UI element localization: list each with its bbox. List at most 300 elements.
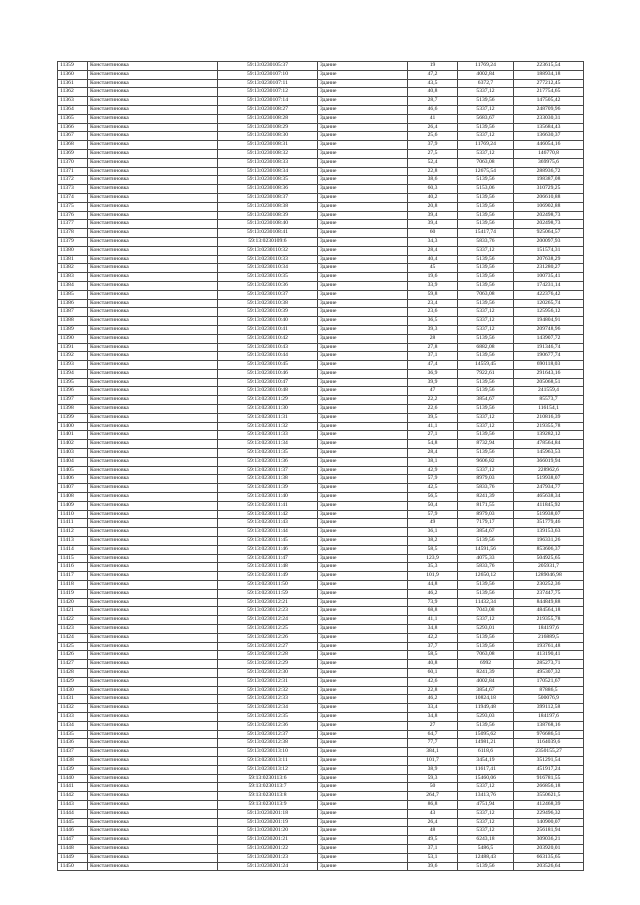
locality-cell: Константиновка — [88, 827, 218, 836]
area-cell: 41,1 — [408, 616, 458, 625]
locality-cell: Константиновка — [88, 668, 218, 677]
unit-rate-cell: 5833,76 — [458, 484, 514, 493]
object-type-cell: Здание — [318, 756, 408, 765]
table-row — [58, 800, 584, 809]
unit-rate-cell: 8732,94 — [458, 440, 514, 449]
object-type-cell: Здание — [318, 62, 408, 71]
object-type-cell: Здание — [318, 686, 408, 695]
row-number-cell: 11430 — [58, 686, 88, 695]
row-number-cell: 11367 — [58, 132, 88, 141]
area-cell: 58,5 — [408, 651, 458, 660]
table-row — [58, 660, 584, 669]
unit-rate-cell: 5337,12 — [458, 809, 514, 818]
area-cell: 40,2 — [408, 193, 458, 202]
table-row — [58, 185, 584, 194]
row-number-cell: 11383 — [58, 273, 88, 282]
cadastral-number-cell: 59:13:0230107:14 — [218, 97, 318, 106]
cadastral-value-cell: 174231,14 — [514, 281, 584, 290]
object-type-cell: Здание — [318, 589, 408, 598]
cadastral-number-cell: 59:13:0230111:31 — [218, 413, 318, 422]
area-cell: 22,6 — [408, 405, 458, 414]
row-number-cell: 11450 — [58, 862, 88, 871]
unit-rate-cell: 5139,56 — [458, 97, 514, 106]
cadastral-value-cell: 203526,64 — [514, 862, 584, 871]
table-row — [58, 501, 584, 510]
row-number-cell: 11388 — [58, 317, 88, 326]
cadastral-number-cell: 59:13:0230108:35 — [218, 176, 318, 185]
table-row — [58, 325, 584, 334]
row-number-cell: 11363 — [58, 97, 88, 106]
object-type-cell: Здание — [318, 783, 408, 792]
row-number-cell: 11435 — [58, 730, 88, 739]
table-row — [58, 167, 584, 176]
cadastral-value-cell: 451917,24 — [514, 765, 584, 774]
cadastral-value-cell: 230252,36 — [514, 581, 584, 590]
row-number-cell: 11386 — [58, 299, 88, 308]
object-type-cell: Здание — [318, 739, 408, 748]
cadastral-value-cell: 663135,65 — [514, 853, 584, 862]
table-row — [58, 686, 584, 695]
locality-cell: Константиновка — [88, 176, 218, 185]
cadastral-number-cell: 59:13:0230111:46 — [218, 545, 318, 554]
area-cell: 19,6 — [408, 273, 458, 282]
row-number-cell: 11396 — [58, 387, 88, 396]
table-row — [58, 792, 584, 801]
unit-rate-cell: 8979,03 — [458, 475, 514, 484]
area-cell: 42,6 — [408, 677, 458, 686]
locality-cell: Константиновка — [88, 413, 218, 422]
cadastral-number-cell: 59:13:0230108:38 — [218, 202, 318, 211]
object-type-cell: Здание — [318, 853, 408, 862]
table-row — [58, 114, 584, 123]
object-type-cell: Здание — [318, 598, 408, 607]
cadastral-number-cell: 59:13:0230105:37 — [218, 62, 318, 71]
locality-cell: Константиновка — [88, 317, 218, 326]
unit-rate-cell: 5683,67 — [458, 114, 514, 123]
row-number-cell: 11393 — [58, 361, 88, 370]
cadastral-value-cell: 853606,37 — [514, 545, 584, 554]
table-row — [58, 396, 584, 405]
table-row — [58, 493, 584, 502]
row-number-cell: 11433 — [58, 712, 88, 721]
locality-cell: Константиновка — [88, 88, 218, 97]
area-cell: 41 — [408, 114, 458, 123]
row-number-cell: 11447 — [58, 836, 88, 845]
cadastral-value-cell: 106902,88 — [514, 202, 584, 211]
locality-cell: Константиновка — [88, 369, 218, 378]
locality-cell: Константиновка — [88, 721, 218, 730]
row-number-cell: 11443 — [58, 800, 88, 809]
area-cell: 73,9 — [408, 598, 458, 607]
unit-rate-cell: 5337,12 — [458, 308, 514, 317]
cadastral-number-cell: 59:13:0230201:24 — [218, 862, 318, 871]
row-number-cell: 11406 — [58, 475, 88, 484]
object-type-cell: Здание — [318, 501, 408, 510]
row-number-cell: 11378 — [58, 229, 88, 238]
object-type-cell: Здание — [318, 220, 408, 229]
cadastral-number-cell: 59:13:0230201:22 — [218, 844, 318, 853]
area-cell: 57,9 — [408, 475, 458, 484]
locality-cell: Константиновка — [88, 387, 218, 396]
locality-cell: Константиновка — [88, 431, 218, 440]
table-row — [58, 712, 584, 721]
object-type-cell: Здание — [318, 317, 408, 326]
row-number-cell: 11412 — [58, 528, 88, 537]
cadastral-number-cell: 59:13:0230108:39 — [218, 211, 318, 220]
cadastral-value-cell: 231280,27 — [514, 264, 584, 273]
cadastral-number-cell: 59:13:0230110:36 — [218, 281, 318, 290]
object-type-cell: Здание — [318, 273, 408, 282]
unit-rate-cell: 14591,56 — [458, 545, 514, 554]
object-type-cell: Здание — [318, 211, 408, 220]
cadastral-value-cell: 184197,6 — [514, 625, 584, 634]
locality-cell: Константиновка — [88, 554, 218, 563]
locality-cell: Константиновка — [88, 352, 218, 361]
cadastral-value-cell: 219355,78 — [514, 616, 584, 625]
unit-rate-cell: 3854,67 — [458, 528, 514, 537]
table-row — [58, 62, 584, 71]
row-number-cell: 11400 — [58, 422, 88, 431]
area-cell: 59,8 — [408, 290, 458, 299]
cadastral-value-cell: 216889,5 — [514, 633, 584, 642]
table-row — [58, 765, 584, 774]
area-cell: 57,9 — [408, 510, 458, 519]
object-type-cell: Здание — [318, 651, 408, 660]
locality-cell: Константиновка — [88, 563, 218, 572]
unit-rate-cell: 5139,56 — [458, 589, 514, 598]
table-row — [58, 79, 584, 88]
unit-rate-cell: 14559,45 — [458, 361, 514, 370]
object-type-cell: Здание — [318, 237, 408, 246]
row-number-cell: 11380 — [58, 246, 88, 255]
row-number-cell: 11439 — [58, 765, 88, 774]
cadastral-value-cell: 412468,39 — [514, 800, 584, 809]
cadastral-value-cell: 207638,29 — [514, 255, 584, 264]
object-type-cell: Здание — [318, 862, 408, 871]
cadastral-value-cell: 217754,65 — [514, 88, 584, 97]
unit-rate-cell: 6243,18 — [458, 836, 514, 845]
row-number-cell: 11432 — [58, 704, 88, 713]
cadastral-number-cell: 59:13:0230112:23 — [218, 607, 318, 616]
locality-cell: Константиновка — [88, 712, 218, 721]
area-cell: 27,8 — [408, 343, 458, 352]
unit-rate-cell: 11432,34 — [458, 598, 514, 607]
cadastral-number-cell: 59:13:0230113:8 — [218, 792, 318, 801]
locality-cell: Константиновка — [88, 97, 218, 106]
locality-cell: Константиновка — [88, 572, 218, 581]
unit-rate-cell: 5337,12 — [458, 827, 514, 836]
cadastral-number-cell: 59:13:0230112:29 — [218, 660, 318, 669]
row-number-cell: 11418 — [58, 581, 88, 590]
row-number-cell: 11408 — [58, 493, 88, 502]
table-row — [58, 431, 584, 440]
locality-cell: Константиновка — [88, 484, 218, 493]
area-cell: 38,9 — [408, 765, 458, 774]
locality-cell: Константиновка — [88, 361, 218, 370]
table-row — [58, 695, 584, 704]
row-number-cell: 11425 — [58, 642, 88, 651]
cadastral-number-cell: 59:13:0230110:45 — [218, 361, 318, 370]
locality-cell: Константиновка — [88, 79, 218, 88]
table-row — [58, 466, 584, 475]
unit-rate-cell: 3454,19 — [458, 756, 514, 765]
area-cell: 19 — [408, 62, 458, 71]
locality-cell: Константиновка — [88, 756, 218, 765]
area-cell: 48 — [408, 827, 458, 836]
cadastral-value-cell: 366019,94 — [514, 457, 584, 466]
cadastral-value-cell: 413190,41 — [514, 651, 584, 660]
cadastral-number-cell: 59:13:0230111:42 — [218, 510, 318, 519]
unit-rate-cell: 7043,08 — [458, 607, 514, 616]
cadastral-value-cell: 125956,12 — [514, 308, 584, 317]
table-row — [58, 149, 584, 158]
cadastral-value-cell: 136630,37 — [514, 132, 584, 141]
cadastral-value-cell: 223615,54 — [514, 62, 584, 71]
table-row — [58, 334, 584, 343]
unit-rate-cell: 5139,56 — [458, 581, 514, 590]
table-row — [58, 668, 584, 677]
locality-cell: Константиновка — [88, 308, 218, 317]
area-cell: 40,8 — [408, 660, 458, 669]
area-cell: 47,4 — [408, 361, 458, 370]
area-cell: 43,5 — [408, 79, 458, 88]
table-row — [58, 457, 584, 466]
table-row — [58, 651, 584, 660]
unit-rate-cell: 12650,12 — [458, 572, 514, 581]
row-number-cell: 11426 — [58, 651, 88, 660]
locality-cell: Константиновка — [88, 633, 218, 642]
locality-cell: Константиновка — [88, 616, 218, 625]
area-cell: 39,5 — [408, 413, 458, 422]
object-type-cell: Здание — [318, 361, 408, 370]
table-row — [58, 317, 584, 326]
cadastral-value-cell: 210816,39 — [514, 413, 584, 422]
cadastral-number-cell: 59:13:0230111:43 — [218, 519, 318, 528]
cadastral-number-cell: 59:13:0230112:27 — [218, 642, 318, 651]
table-row — [58, 158, 584, 167]
cadastral-number-cell: 59:13:0230112:30 — [218, 668, 318, 677]
row-number-cell: 11429 — [58, 677, 88, 686]
table-body — [58, 62, 584, 871]
object-type-cell: Здание — [318, 290, 408, 299]
unit-rate-cell: 5833,76 — [458, 563, 514, 572]
row-number-cell: 11391 — [58, 343, 88, 352]
unit-rate-cell: 12675,54 — [458, 167, 514, 176]
locality-cell: Константиновка — [88, 273, 218, 282]
table-row — [58, 105, 584, 114]
locality-cell: Константиновка — [88, 545, 218, 554]
unit-rate-cell: 5139,56 — [458, 123, 514, 132]
cadastral-value-cell: 202498,73 — [514, 211, 584, 220]
unit-rate-cell: 15460,06 — [458, 774, 514, 783]
table-row — [58, 299, 584, 308]
cadastral-number-cell: 59:13:0230111:44 — [218, 528, 318, 537]
unit-rate-cell: 7063,08 — [458, 651, 514, 660]
unit-rate-cell: 11769,24 — [458, 141, 514, 150]
unit-rate-cell: 5139,56 — [458, 334, 514, 343]
object-type-cell: Здание — [318, 255, 408, 264]
unit-rate-cell: 15095,62 — [458, 730, 514, 739]
object-type-cell: Здание — [318, 167, 408, 176]
unit-rate-cell: 5139,56 — [458, 431, 514, 440]
cadastral-value-cell: 85573,7 — [514, 396, 584, 405]
area-cell: 68,8 — [408, 607, 458, 616]
cadastral-value-cell: 151574,31 — [514, 246, 584, 255]
table-row — [58, 220, 584, 229]
area-cell: 50,4 — [408, 501, 458, 510]
object-type-cell: Здание — [318, 264, 408, 273]
object-type-cell: Здание — [318, 466, 408, 475]
locality-cell: Константиновка — [88, 440, 218, 449]
cadastral-number-cell: 59:13:0230201:19 — [218, 818, 318, 827]
area-cell: 35,3 — [408, 563, 458, 572]
row-number-cell: 11411 — [58, 519, 88, 528]
area-cell: 22,8 — [408, 167, 458, 176]
locality-cell: Константиновка — [88, 299, 218, 308]
locality-cell: Константиновка — [88, 695, 218, 704]
unit-rate-cell: 5337,12 — [458, 88, 514, 97]
area-cell: 59,3 — [408, 774, 458, 783]
object-type-cell: Здание — [318, 607, 408, 616]
table-row — [58, 475, 584, 484]
cadastral-number-cell: 59:13:0230110:46 — [218, 369, 318, 378]
area-cell: 53,1 — [408, 853, 458, 862]
cadastral-value-cell: 200097,93 — [514, 237, 584, 246]
cadastral-number-cell: 59:13:0230108:30 — [218, 132, 318, 141]
cadastral-number-cell: 59:13:0230108:33 — [218, 158, 318, 167]
area-cell: 36,1 — [408, 528, 458, 537]
table-row — [58, 440, 584, 449]
row-number-cell: 11413 — [58, 537, 88, 546]
unit-rate-cell: 6118,6 — [458, 748, 514, 757]
table-row — [58, 352, 584, 361]
unit-rate-cell: 5337,12 — [458, 616, 514, 625]
area-cell: 34,8 — [408, 712, 458, 721]
cadastral-number-cell: 59:13:0230111:40 — [218, 493, 318, 502]
row-number-cell: 11438 — [58, 756, 88, 765]
locality-cell: Константиновка — [88, 853, 218, 862]
unit-rate-cell: 8979,03 — [458, 510, 514, 519]
unit-rate-cell: 6372,7 — [458, 79, 514, 88]
cadastral-value-cell: 976686,51 — [514, 730, 584, 739]
cadastral-value-cell: 120265,74 — [514, 299, 584, 308]
locality-cell: Константиновка — [88, 792, 218, 801]
cadastral-number-cell: 59:13:0230113:11 — [218, 756, 318, 765]
unit-rate-cell: 11769,24 — [458, 62, 514, 71]
unit-rate-cell: 5139,56 — [458, 299, 514, 308]
cadastral-number-cell: 59:13:0230201:21 — [218, 836, 318, 845]
table-row — [58, 237, 584, 246]
area-cell: 41,1 — [408, 422, 458, 431]
cadastral-number-cell: 59:13:0230108:40 — [218, 220, 318, 229]
row-number-cell: 11448 — [58, 844, 88, 853]
area-cell: 49,5 — [408, 836, 458, 845]
locality-cell: Константиновка — [88, 264, 218, 273]
object-type-cell: Здание — [318, 827, 408, 836]
area-cell: 40,4 — [408, 255, 458, 264]
row-number-cell: 11428 — [58, 668, 88, 677]
table-row — [58, 97, 584, 106]
cadastral-number-cell: 59:13:0230110:39 — [218, 308, 318, 317]
area-cell: 36,9 — [408, 369, 458, 378]
unit-rate-cell: 5139,56 — [458, 405, 514, 414]
locality-cell: Константиновка — [88, 281, 218, 290]
unit-rate-cell: 5139,56 — [458, 537, 514, 546]
table-row — [58, 827, 584, 836]
locality-cell: Константиновка — [88, 493, 218, 502]
table-row — [58, 369, 584, 378]
cadastral-value-cell: 147505,42 — [514, 97, 584, 106]
locality-cell: Константиновка — [88, 598, 218, 607]
row-number-cell: 11385 — [58, 290, 88, 299]
locality-cell: Константиновка — [88, 396, 218, 405]
area-cell: 28,4 — [408, 449, 458, 458]
table-row — [58, 563, 584, 572]
cadastral-number-cell: 59:13:0230107:12 — [218, 88, 318, 97]
cadastral-value-cell: 916781,55 — [514, 774, 584, 783]
object-type-cell: Здание — [318, 185, 408, 194]
object-type-cell: Здание — [318, 141, 408, 150]
cadastral-number-cell: 59:13:0230201:23 — [218, 853, 318, 862]
locality-cell: Константиновка — [88, 765, 218, 774]
table-row — [58, 422, 584, 431]
area-cell: 28,4 — [408, 246, 458, 255]
unit-rate-cell: 4002,84 — [458, 677, 514, 686]
area-cell: 20,8 — [408, 202, 458, 211]
cadastral-value-cell: 219355,78 — [514, 422, 584, 431]
cadastral-number-cell: 59:13:0230113:10 — [218, 748, 318, 757]
object-type-cell: Здание — [318, 114, 408, 123]
unit-rate-cell: 5337,12 — [458, 325, 514, 334]
locality-cell: Константиновка — [88, 334, 218, 343]
locality-cell: Константиновка — [88, 589, 218, 598]
locality-cell: Константиновка — [88, 132, 218, 141]
row-number-cell: 11409 — [58, 501, 88, 510]
locality-cell: Константиновка — [88, 422, 218, 431]
area-cell: 34,3 — [408, 237, 458, 246]
object-type-cell: Здание — [318, 484, 408, 493]
cadastral-number-cell: 59:13:0230110:43 — [218, 343, 318, 352]
unit-rate-cell: 5833,76 — [458, 237, 514, 246]
locality-cell: Константиновка — [88, 581, 218, 590]
cadastral-value-cell: 2350155,27 — [514, 748, 584, 757]
cadastral-value-cell: 478564,84 — [514, 440, 584, 449]
unit-rate-cell: 5337,12 — [458, 466, 514, 475]
unit-rate-cell: 5139,56 — [458, 862, 514, 871]
area-cell: 264,7 — [408, 792, 458, 801]
unit-rate-cell: 7063,08 — [458, 158, 514, 167]
row-number-cell: 11437 — [58, 748, 88, 757]
area-cell: 37,1 — [408, 352, 458, 361]
locality-cell: Константиновка — [88, 405, 218, 414]
row-number-cell: 11441 — [58, 783, 88, 792]
row-number-cell: 11390 — [58, 334, 88, 343]
cadastral-number-cell: 59:13:0230112:33 — [218, 695, 318, 704]
area-cell: 54,8 — [408, 440, 458, 449]
object-type-cell: Здание — [318, 431, 408, 440]
locality-cell: Константиновка — [88, 686, 218, 695]
cadastral-number-cell: 59:13:0230110:35 — [218, 273, 318, 282]
locality-cell: Константиновка — [88, 809, 218, 818]
cadastral-value-cell: 206610,88 — [514, 193, 584, 202]
object-type-cell: Здание — [318, 493, 408, 502]
area-cell: 42,2 — [408, 633, 458, 642]
locality-cell: Константиновка — [88, 229, 218, 238]
cadastral-number-cell: 59:13:0230111:41 — [218, 501, 318, 510]
object-type-cell: Здание — [318, 774, 408, 783]
table-row — [58, 598, 584, 607]
cadastral-number-cell: 59:13:0230112:26 — [218, 633, 318, 642]
